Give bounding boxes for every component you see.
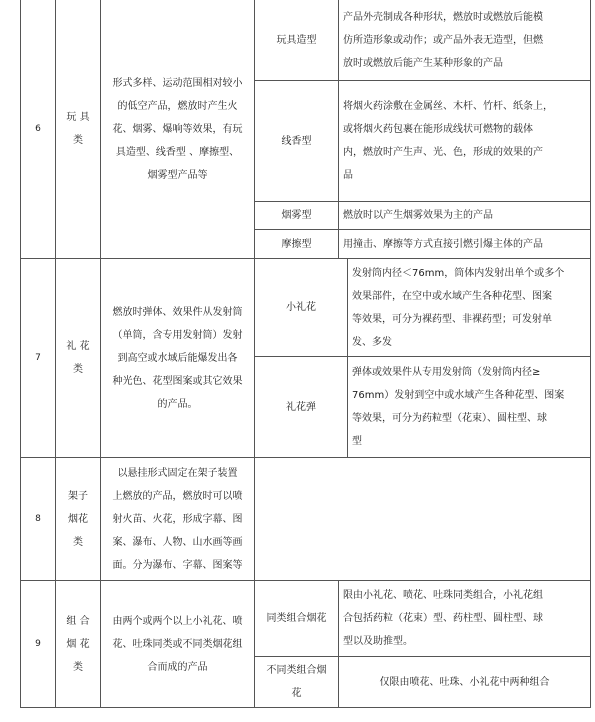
category-description: 燃放时弹体、效果件从发射筒 （单筒，含专用发射筒）发射 到高空或水域后能爆发出各 种光色、花型图案或其它效果 的产品。	[112, 306, 243, 410]
subtype-name: 烟雾型	[281, 210, 312, 221]
subtype-name: 玩具造型	[276, 34, 317, 46]
category-description: 以悬挂形式固定在架子装置 上燃放的产品，燃放时可以喷 射火苗、火花，形成字幕、图 案、瀑布、人物、山水画等画 面。分为瀑布、字幕、图案等	[112, 467, 243, 571]
subtype-description: 用撞击、摩擦等方式直接引燃引爆主体的产品	[343, 238, 543, 250]
subtype-name: 小礼花	[286, 302, 316, 313]
subtype-name: 摩擦型	[281, 238, 312, 250]
row-number: 8	[35, 513, 41, 524]
category-name: 组 合 烟 花 类	[66, 615, 90, 673]
category-name: 架子 烟花 类	[68, 490, 88, 548]
row-number: 7	[35, 352, 41, 363]
subtype-name: 同类组合烟花	[266, 613, 327, 624]
subtype-description: 燃放时以产生烟雾效果为主的产品	[343, 210, 493, 221]
subtype-name: 礼花弹	[286, 401, 316, 413]
table-border-bottom	[20, 707, 591, 708]
subtype-description: 弹体或效果件从专用发射筒（发射筒内径≥ 76mm）发射到空中或水域产生各种花型、图案 等效果，可分为药粒型（花束）、圆柱型、球 型	[352, 367, 565, 447]
category-description: 形式多样、运动范围相对较小 的低空产品，燃放时产生火 花、烟雾、爆响等效果，有玩 具造型、线香型 、摩擦型、 烟雾型产品等	[112, 77, 243, 181]
subtype-description: 仅限由喷花、吐珠、小礼花中两种组合	[379, 676, 550, 688]
category-name: 礼 花 类	[66, 341, 90, 375]
table-border-right	[590, 0, 591, 708]
category-description: 由两个或两个以上小礼花、喷 花、吐珠同类或不同类烟花组 合而成的产品	[112, 615, 243, 673]
fireworks-classification-table	[20, 0, 591, 708]
category-name: 玩 具 类	[66, 112, 90, 146]
subtype-description: 限由小礼花、喷花、吐珠同类组合，小礼花组 合包括药粒（花束）型、药柱型、圆柱型、球 型以及助推型。	[343, 590, 543, 647]
subtype-name: 线香型	[281, 135, 312, 147]
row-number: 6	[35, 123, 41, 134]
subtype-description: 产品外壳制成各种形状，燃放时或燃放后能模 仿所造形象或动作；或产品外表无造型，但燃 放时或燃放后能产生某种形象的产品	[343, 11, 543, 69]
subtype-name: 不同类组合烟 花	[266, 665, 327, 699]
subtype-description: 将烟火药涂敷在金属丝、木杆、竹杆、纸条上， 或将烟火药包裹在能形成线状可燃物的载体 内，燃放时产生声、光、色，形成的效果的产 品	[343, 101, 553, 181]
row-number: 9	[35, 638, 41, 649]
subtype-description: 发射筒内径＜76mm，筒体内发射出单个或多个 效果部件，在空中或水域产生各种花型、图案 等效果，可分为裸药型、非裸药型；可发射单 发、多发	[352, 267, 565, 348]
